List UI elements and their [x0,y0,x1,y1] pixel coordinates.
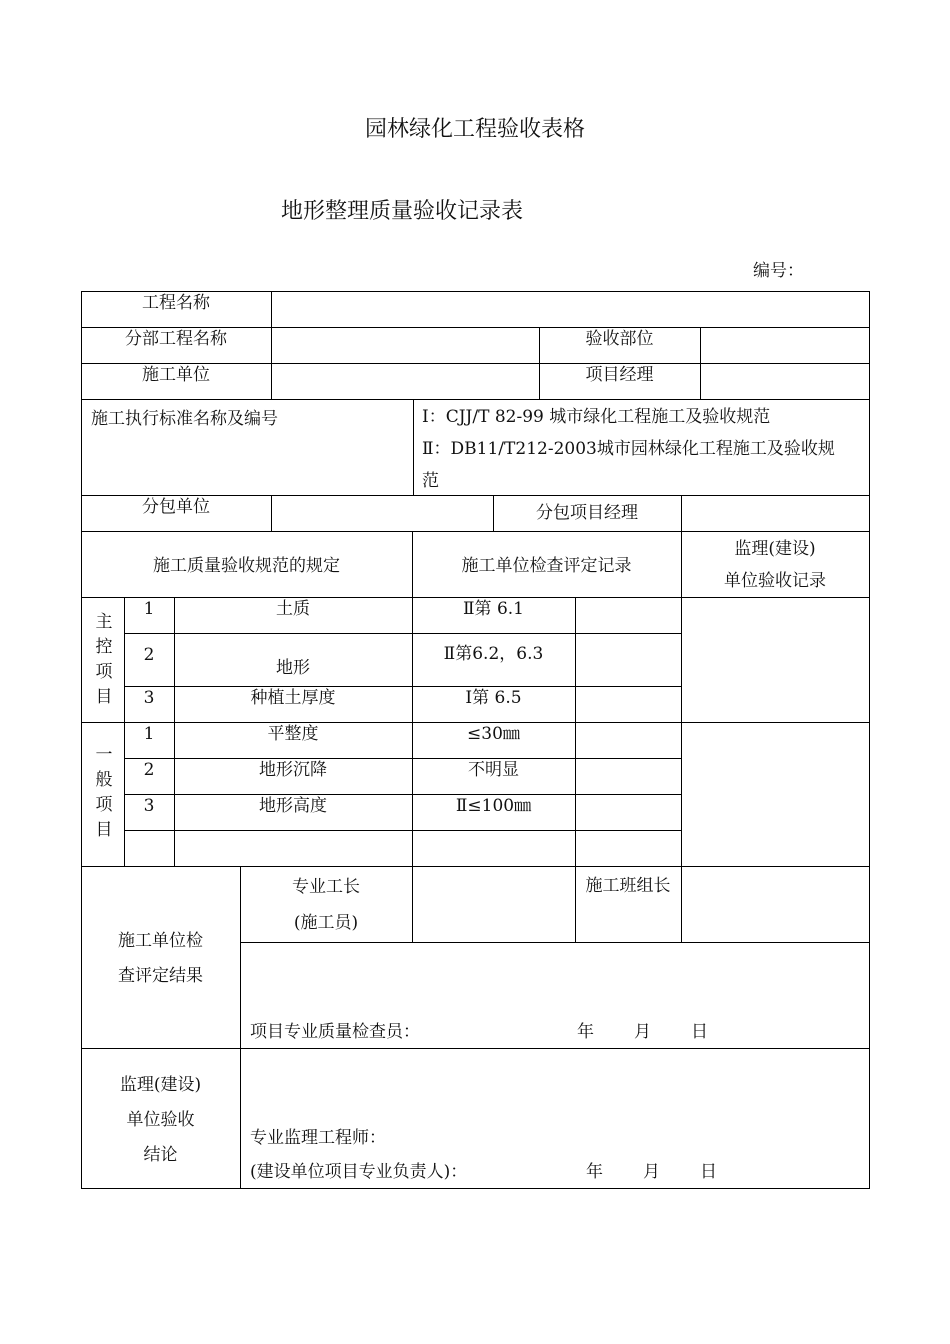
project-manager-label: 项目经理 [585,365,654,385]
project-name-label: 工程名称 [142,293,210,313]
date-year: 年 [586,1162,603,1182]
grid-line [81,722,870,723]
grid-line [81,327,870,328]
acceptance-part-label: 验收部位 [585,329,654,349]
standard-label: 施工执行标准名称及编号 [91,409,278,429]
item-reference: Ⅱ≤100㎜ [455,796,532,816]
item-name: 种植土厚度 [250,688,336,708]
date-month: 月 [643,1162,660,1182]
item-number: 2 [143,760,155,780]
item-name: 地形沉降 [259,760,327,780]
grid-line [124,830,681,831]
foreman-label: 专业工长 [292,877,360,897]
grid-line [81,399,870,400]
grid-line [681,495,682,531]
unit-result-label: 施工单位检 [118,931,203,951]
item-name: 地形 [276,658,310,678]
grid-line [575,597,576,866]
grid-line [240,942,870,943]
supervision-label-line2: 单位验收 [126,1110,195,1130]
grid-line [81,531,870,532]
owner-representative-label: (建设单位项目专业负责人)： [250,1162,468,1182]
standard-2: Ⅱ：DB11/T212-2003城市园林绿化工程施工及验收规 [422,439,835,459]
date-day: 日 [700,1162,717,1182]
standard-2-continued: 范 [422,471,439,491]
grid-line [271,291,272,399]
unit-result-label-line2: 查评定结果 [118,966,203,986]
grid-line [81,291,870,292]
grid-line [681,597,682,866]
item-number: 2 [143,645,155,665]
item-reference: Ⅰ第 6.5 [465,688,522,708]
grid-line [412,866,413,942]
item-name: 土质 [276,599,310,619]
item-number: 1 [143,724,155,744]
item-number: 1 [143,599,155,619]
grid-line [124,794,681,795]
subcontract-manager-label: 分包项目经理 [536,503,638,523]
foreman-label-line2: (施工员) [293,913,359,933]
grid-line [81,495,870,496]
grid-line [271,495,272,531]
grid-line [124,686,681,687]
grid-line [81,363,870,364]
grid-line [124,633,681,634]
sub-project-name-label: 分部工程名称 [125,329,227,349]
supervision-column-header: 监理(建设) [734,539,816,559]
main-control-label: 主 控 项 目 [95,612,113,707]
item-name: 平整度 [267,724,319,744]
grid-line [81,291,82,1189]
item-reference: 不明显 [468,760,519,780]
subcontract-unit-label: 分包单位 [142,497,210,517]
grid-line [81,597,870,598]
form-subtitle: 地形整理质量验收记录表 [281,199,524,224]
grid-line [81,1048,870,1049]
quality-inspector-label: 项目专业质量检查员： [250,1022,420,1042]
grid-line [700,327,701,399]
date-year: 年 [577,1022,594,1042]
document-number-label: 编号： [753,261,804,281]
standard-1: Ⅰ：CJJ/T 82-99 城市绿化工程施工及验收规范 [422,407,771,427]
item-reference: ≤30㎜ [467,724,520,744]
item-number: 3 [143,688,155,708]
general-items-label: 一 般 项 目 [95,745,113,840]
date-day: 日 [691,1022,708,1042]
item-number: 3 [143,796,155,816]
construction-unit-label: 施工单位 [142,365,210,385]
unit-record-column-header: 施工单位检查评定记录 [461,556,632,576]
form-title: 园林绿化工程验收表格 [364,117,585,142]
grid-line [124,758,681,759]
date-month: 月 [634,1022,651,1042]
grid-line [81,866,870,867]
supervision-column-header-line2: 单位验收记录 [724,571,826,591]
grid-line [869,291,870,1189]
team-leader-label: 施工班组长 [585,876,671,896]
supervision-label: 监理(建设) [119,1075,202,1095]
item-reference: Ⅱ第 6.1 [463,599,524,619]
supervision-engineer-label: 专业监理工程师： [250,1128,386,1148]
grid-line [681,866,682,942]
spec-column-header: 施工质量验收规范的规定 [153,556,340,576]
supervision-label-line3: 结论 [143,1145,178,1165]
grid-line [81,1188,870,1189]
item-reference: Ⅱ第6.2，6.3 [443,644,544,664]
item-name: 地形高度 [259,796,327,816]
grid-line [413,399,414,495]
